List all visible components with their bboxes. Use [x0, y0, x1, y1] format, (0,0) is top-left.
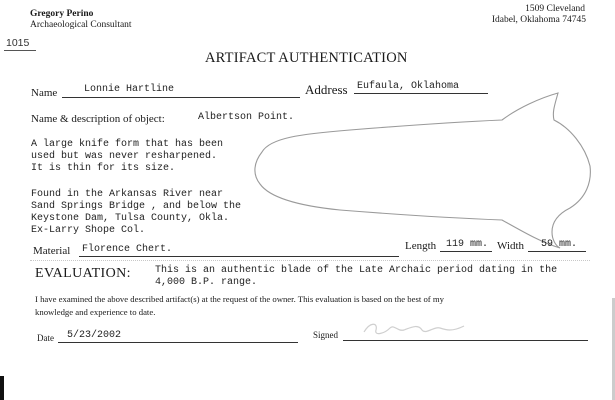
length-label: Length [405, 240, 437, 252]
catalog-number: 1015 [6, 37, 30, 49]
address-street: 1509 Cleveland [525, 4, 585, 14]
section-separator [30, 260, 590, 261]
date-value: 5/23/2002 [67, 330, 122, 341]
provenance-line: Ex-Larry Shope Col. [31, 225, 146, 236]
address-city: Idabel, Oklahoma 74745 [491, 15, 586, 25]
description-label: Name & description of object: [31, 113, 165, 125]
signature-mark [360, 318, 470, 340]
evaluation-line: This is an authentic blade of the Late Archaic period dating in the [155, 265, 558, 276]
material-underline [79, 256, 399, 257]
catalog-underline [4, 50, 36, 51]
statement-line: knowledge and experience to date. [35, 307, 156, 317]
name-label: Name [31, 87, 58, 99]
address-value: Eufaula, Oklahoma [357, 81, 460, 92]
evaluation-label: EVALUATION: [35, 266, 131, 281]
provenance-line: Found in the Arkansas River near [31, 189, 224, 200]
evaluation-line: 4,000 B.P. range. [155, 277, 258, 288]
width-underline [528, 251, 586, 252]
material-label: Material [33, 245, 71, 257]
date-underline [58, 342, 298, 343]
provenance-line: Sand Springs Bridge , and below the [31, 201, 242, 212]
width-value: 59 mm. [541, 239, 578, 250]
date-label: Date [37, 333, 54, 343]
statement-line: I have examined the above described artifact(s) at the request of the owner. This evaluation is based on the best of my [35, 294, 444, 304]
consultant-title: Archaeological Consultant [30, 20, 132, 30]
scan-edge-mark [0, 376, 4, 400]
length-value: 119 mm. [446, 239, 489, 250]
consultant-name: Gregory Perino [30, 9, 94, 19]
form-title: ARTIFACT AUTHENTICATION [205, 50, 408, 66]
width-label: Width [497, 240, 525, 252]
address-label: Address [305, 82, 348, 97]
description-line: It is thin for its size. [31, 163, 176, 174]
material-value: Florence Chert. [82, 244, 173, 255]
description-line: A large knife form that has been [31, 139, 224, 150]
artifact-outline-drawing [240, 90, 600, 250]
length-underline [440, 251, 492, 252]
signed-label: Signed [313, 330, 339, 340]
object-name: Albertson Point. [198, 112, 295, 123]
name-value: Lonnie Hartline [84, 84, 175, 95]
signature-underline [343, 340, 588, 341]
description-line: used but was never resharpened. [31, 151, 218, 162]
provenance-line: Keystone Dam, Tulsa County, Okla. [31, 213, 230, 224]
